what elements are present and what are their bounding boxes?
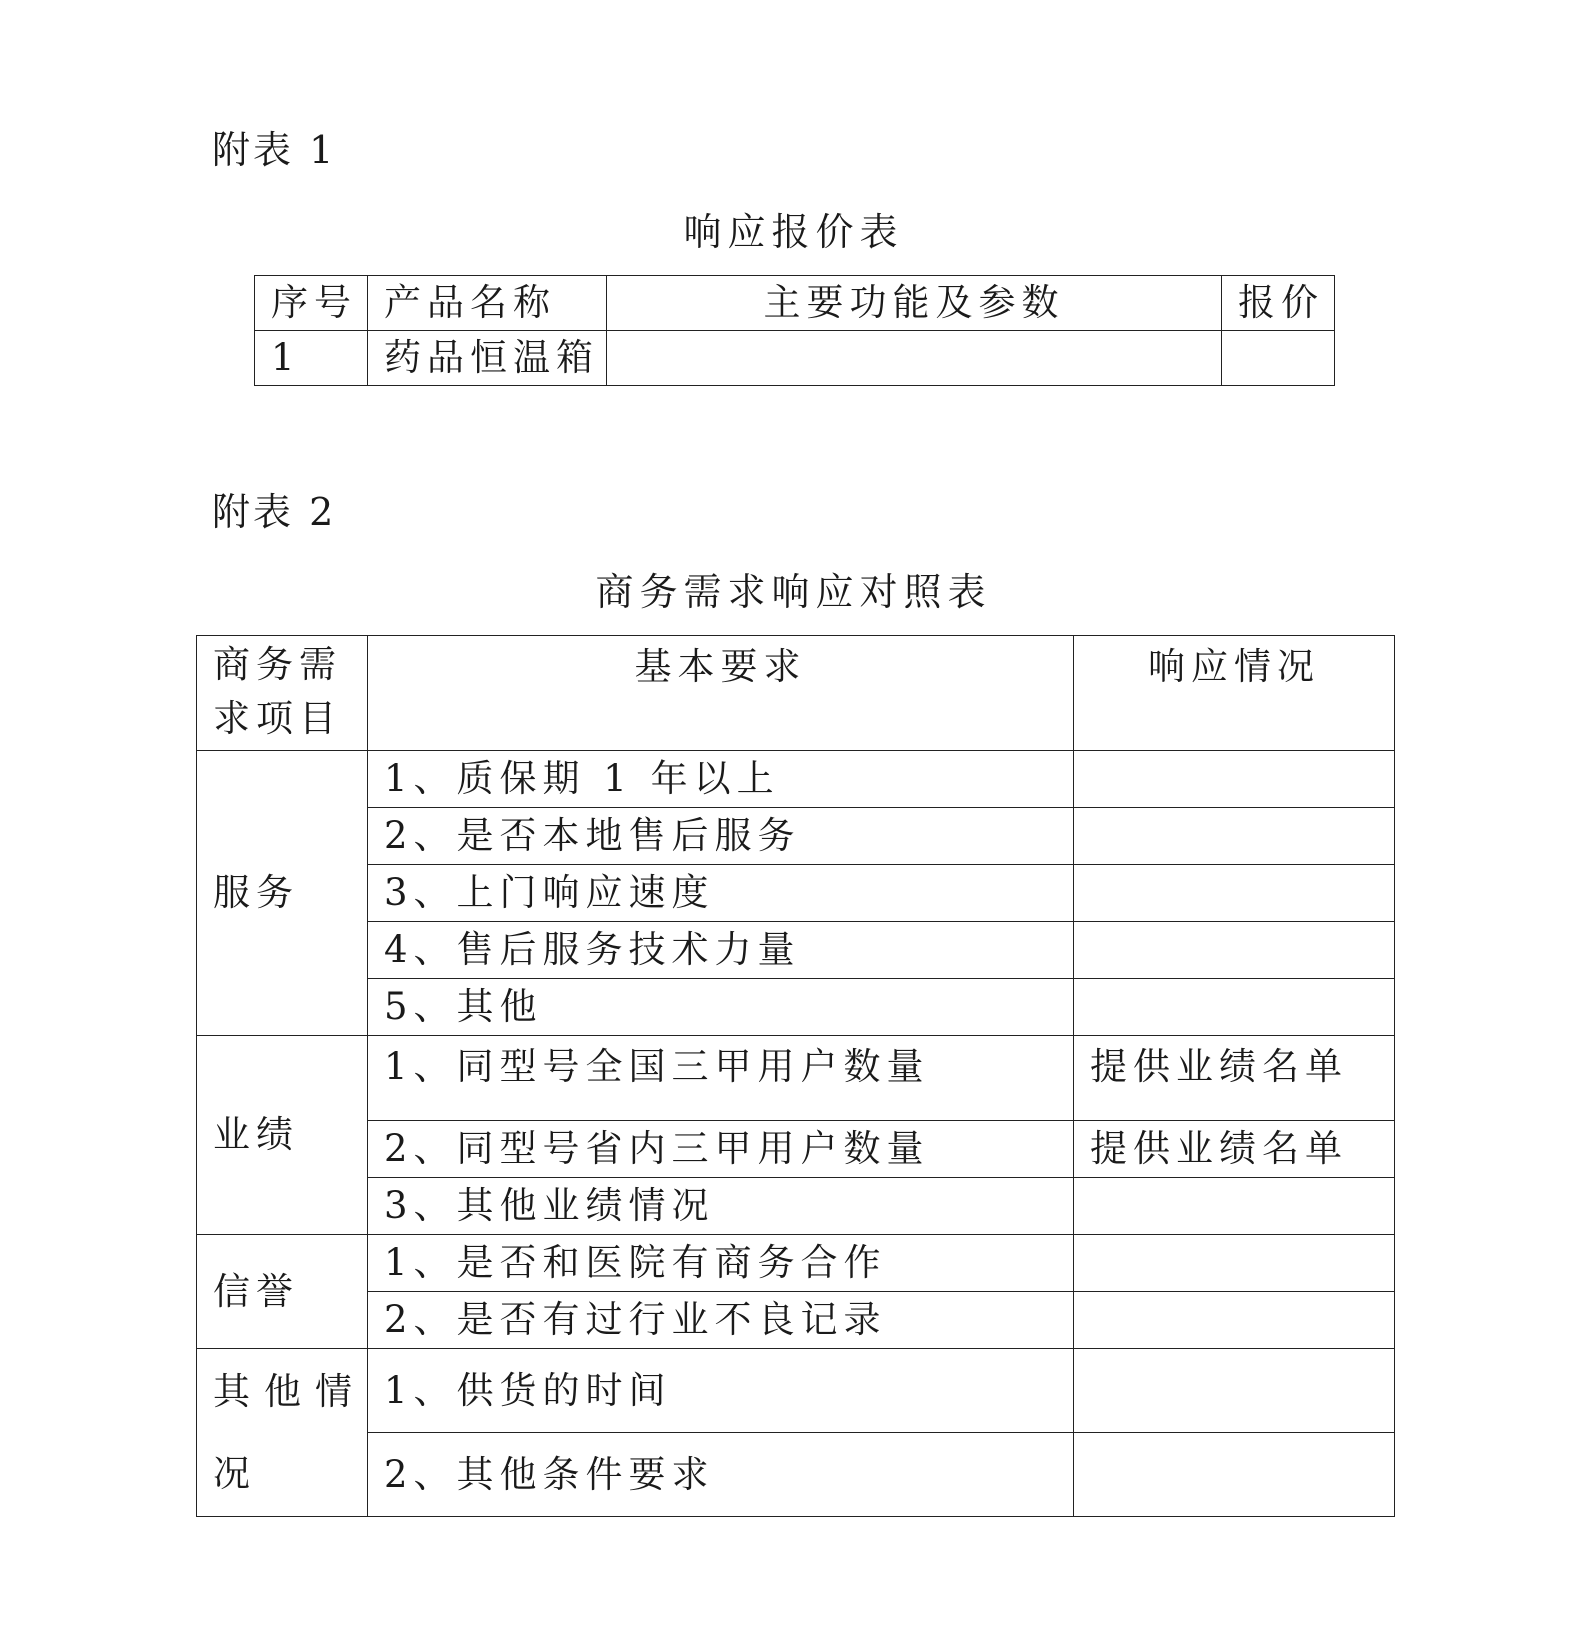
requirement-cell: 1、质保期 1 年以上 — [368, 751, 1074, 808]
business-table-header-row — [197, 636, 1395, 751]
response-cell — [1074, 922, 1395, 979]
response-cell — [1074, 979, 1395, 1036]
response-cell — [1074, 1235, 1395, 1292]
table-row — [197, 1178, 1395, 1235]
quote-table-title: 响应报价表 — [683, 210, 904, 254]
table-row — [197, 1235, 1395, 1292]
table-row — [197, 1121, 1395, 1178]
table-row — [197, 865, 1395, 922]
quote-table-row — [255, 331, 1335, 386]
response-cell — [1074, 865, 1395, 922]
category-reputation: 信誉 — [197, 1235, 368, 1349]
table-row — [197, 751, 1395, 808]
requirement-cell: 5、其他 — [368, 979, 1074, 1036]
header-serial: 序号 — [255, 276, 368, 331]
requirement-cell: 1、是否和医院有商务合作 — [368, 1235, 1074, 1292]
category-performance: 业绩 — [197, 1036, 368, 1235]
cell-main-functions — [607, 331, 1222, 386]
header-basic-requirement: 基本要求 — [368, 636, 1074, 751]
response-cell — [1074, 1178, 1395, 1235]
table-row — [197, 808, 1395, 865]
appendix-1-label: 附表 1 — [212, 128, 337, 172]
requirement-cell: 1、供货的时间 — [368, 1349, 1074, 1433]
response-cell — [1074, 751, 1395, 808]
requirement-cell: 3、其他业绩情况 — [368, 1178, 1074, 1235]
category-service: 服务 — [197, 751, 368, 1036]
table-row — [197, 1349, 1395, 1433]
table-row — [197, 1036, 1395, 1121]
requirement-cell: 1、同型号全国三甲用户数量 — [368, 1036, 1074, 1121]
table-row — [197, 1433, 1395, 1517]
table-row — [197, 922, 1395, 979]
business-table-title: 商务需求响应对照表 — [595, 570, 992, 614]
response-cell — [1074, 1349, 1395, 1433]
header-requirement-item: 商务需求项目 — [197, 636, 368, 751]
cell-price — [1222, 331, 1335, 386]
cell-product-name: 药品恒温箱 — [368, 331, 607, 386]
header-response-status: 响应情况 — [1074, 636, 1395, 751]
response-cell — [1074, 1292, 1395, 1349]
category-other: 其他情况 — [197, 1349, 368, 1517]
header-product-name: 产品名称 — [368, 276, 607, 331]
requirement-cell: 4、售后服务技术力量 — [368, 922, 1074, 979]
requirement-cell: 3、上门响应速度 — [368, 865, 1074, 922]
table-row — [197, 979, 1395, 1036]
response-cell — [1074, 808, 1395, 865]
quote-table-header-row — [255, 276, 1335, 331]
requirement-cell: 2、是否本地售后服务 — [368, 808, 1074, 865]
cell-serial: 1 — [255, 331, 368, 386]
business-requirement-table — [196, 635, 1395, 1517]
requirement-cell: 2、其他条件要求 — [368, 1433, 1074, 1517]
quote-table — [254, 275, 1335, 386]
response-cell — [1074, 1433, 1395, 1517]
requirement-cell: 2、是否有过行业不良记录 — [368, 1292, 1074, 1349]
header-price: 报价 — [1222, 276, 1335, 331]
requirement-cell: 2、同型号省内三甲用户数量 — [368, 1121, 1074, 1178]
header-main-functions: 主要功能及参数 — [607, 276, 1222, 331]
table-row — [197, 1292, 1395, 1349]
appendix-2-label: 附表 2 — [212, 490, 337, 534]
response-cell: 提供业绩名单 — [1074, 1036, 1395, 1121]
response-cell: 提供业绩名单 — [1074, 1121, 1395, 1178]
